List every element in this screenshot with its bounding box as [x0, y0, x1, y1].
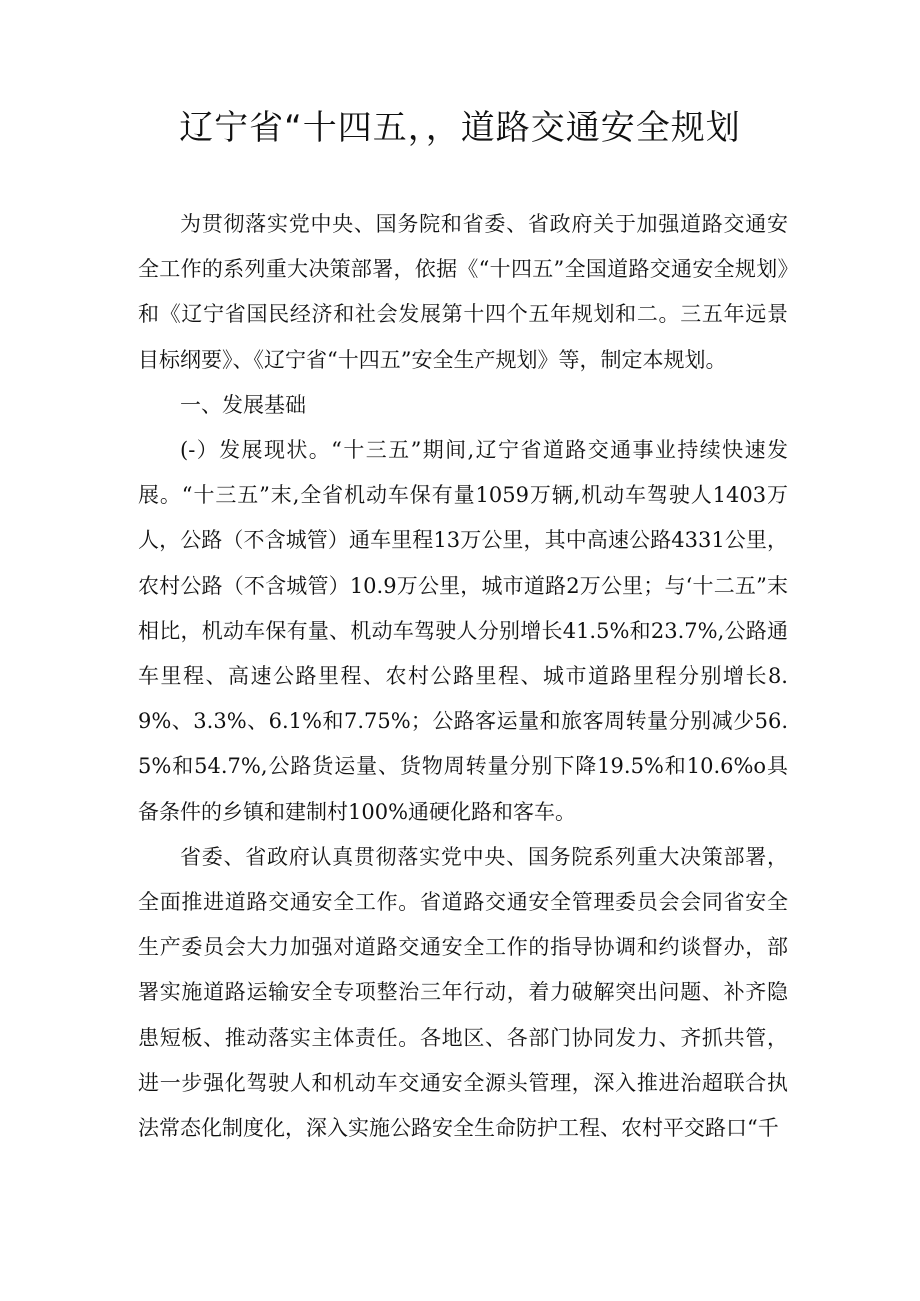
section-heading: 一、发展基础: [180, 392, 306, 417]
intro-paragraph: 为贯彻落实党中央、国务院和省委、省政府关于加强道路交通安全工作的系列重大决策部署，依据《“十四五”全国道路交通安全规划》和《辽宁省国民经济和社会发展第十四个五年规划和二。三五年远景目标纲要》、《辽宁省“十四五”安全生产规划》等，制定本规划。: [138, 212, 788, 372]
status-paragraph: (-）发展现状。“十三五”期间,辽宁省道路交通事业持续快速发展。“十三五”末,全省机动车保有量1059万辆,机动车驾驶人1403万人，公路（不含城管）通车里程13万公里，其中高速公路4331公里，农村公路（不含城管）10.9万公里，城市道路2万公里；与‘十二五”末相比，机动车保有量、机动车驾驶人分别增长41.5%和23.7%,公路通车里程、高速公路里程、农村公路里程、城市道路里程分别增长8.9%、3.3%、6.1%和7.75%；公路客运量和旅客周转量分别减少56.5%和54.7%,公路货运量、货物周转量分别下降19.5%和10.6%o具备条件的乡镇和建制村100%通硬化路和客车。: [138, 438, 788, 824]
document-body: [138, 202, 788, 1151]
measures-paragraph: 省委、省政府认真贯彻落实党中央、国务院系列重大决策部署，全面推进道路交通安全工作。省道路交通安全管理委员会会同省安全生产委员会大力加强对道路交通安全工作的指导协调和约谈督办，部署实施道路运输安全专项整治三年行动，着力破解突出问题、补齐隐患短板、推动落实主体责任。各地区、各部门协同发力、齐抓共管，进一步强化驾驶人和机动车交通安全源头管理，深入推进治超联合执法常态化制度化，深入实施公路安全生命防护工程、农村平交路口“千: [138, 844, 788, 1141]
document-title: 辽宁省“十四五，，道路交通安全规划: [179, 108, 741, 148]
